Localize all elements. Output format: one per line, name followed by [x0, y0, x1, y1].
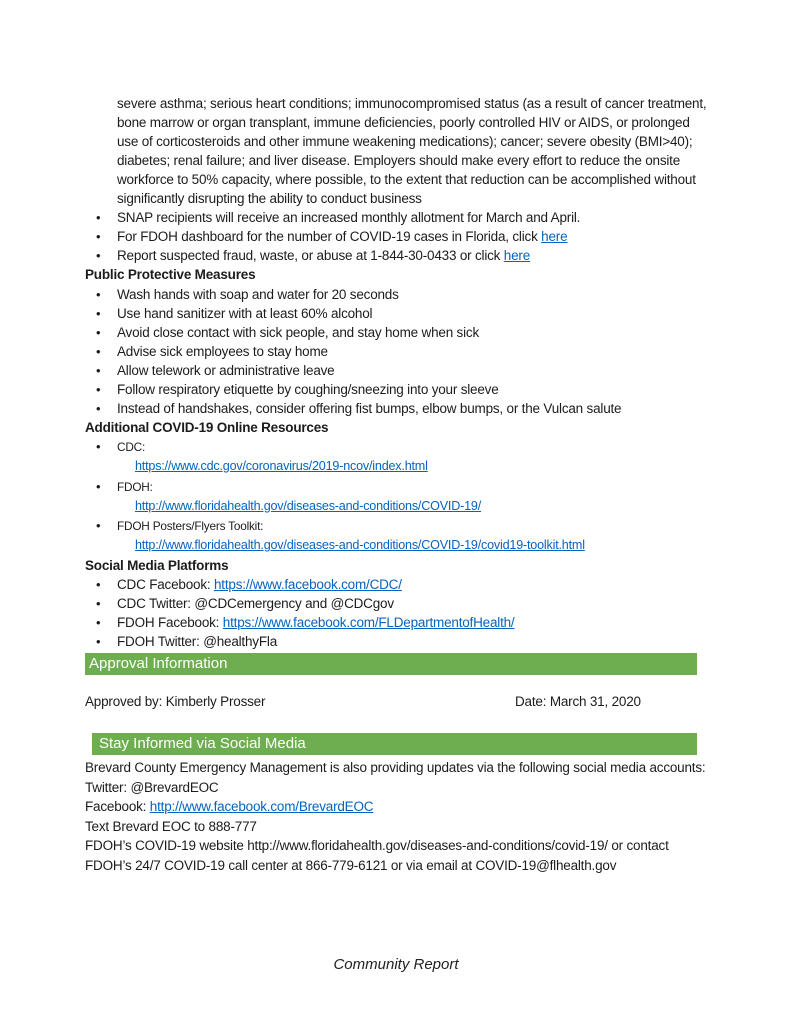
list-item: • Wash hands with soap and water for 20 seconds: [85, 285, 707, 304]
heading-additional-online-resources: Additional COVID-19 Online Resources: [85, 419, 329, 435]
resource-label: FDOH:: [117, 479, 153, 494]
bullet-text: For FDOH dashboard for the number of COVID-19 cases in Florida, click: [117, 229, 542, 244]
bullet-text: FDOH Twitter: @healthyFla: [117, 634, 277, 649]
facebook-label: Facebook:: [85, 799, 150, 814]
resources-bullet-list: [85, 437, 707, 556]
list-item: [85, 632, 707, 651]
approved-by-text: Approved by: Kimberly Prosser: [85, 694, 266, 709]
heading-social-media-platforms: Social Media Platforms: [85, 557, 229, 573]
list-item: • Instead of handshakes, consider offering fist bumps, elbow bumps, or the Vulcan salute: [85, 399, 707, 418]
bullet-text: Report suspected fraud, waste, or abuse at 1-844-30-0433 or click: [117, 248, 504, 263]
platforms-bullet-list: [85, 575, 707, 651]
list-item: • Advise sick employees to stay home: [85, 342, 707, 361]
brevard-eoc-facebook-link[interactable]: http://www.facebook.com/BrevardEOC: [149, 799, 374, 814]
list-item: [85, 516, 707, 556]
brevard-twitter-text: Twitter: @BrevardEOC: [85, 779, 219, 795]
text-brevard-eoc-line: Text Brevard EOC to 888-777: [85, 818, 257, 834]
fraud-report-here-link[interactable]: here: [503, 248, 531, 263]
approval-information-bar: Approval Information: [85, 653, 697, 675]
resource-label: FDOH Posters/Flyers Toolkit:: [117, 519, 264, 533]
document-content: [85, 94, 707, 875]
info-bullet-list: [85, 208, 707, 265]
approval-row: [85, 692, 707, 712]
list-item: [85, 437, 707, 477]
list-item: • Avoid close contact with sick people, and stay home when sick: [85, 323, 707, 342]
fdoh-contact-info: FDOH’s COVID-19 website http://www.floridahealth.gov/diseases-and-conditions/covid-19/ or contact FDOH’s 24/7 COVID-19 call center at 866-779-6121 or via email at COVID-19@flhealth.gov: [85, 838, 669, 873]
resource-url-line: [135, 457, 707, 477]
fdoh-facebook-link[interactable]: https://www.facebook.com/FLDepartmentofHealth/: [222, 615, 515, 630]
heading-public-protective-measures: Public Protective Measures: [85, 267, 256, 282]
cdc-coronavirus-url-link[interactable]: https://www.cdc.gov/coronavirus/2019-ncov/index.html: [135, 459, 428, 473]
brevard-facebook-line: [85, 797, 707, 817]
approval-date-text: Date: March 31, 2020: [515, 694, 641, 709]
bullet-text: CDC Facebook:: [117, 577, 214, 592]
bullet-text: FDOH Facebook:: [117, 615, 223, 630]
list-item: [85, 208, 707, 227]
stay-informed-intro: Brevard County Emergency Management is also providing updates via the following social media accounts:: [85, 760, 706, 775]
list-item: [85, 575, 707, 594]
fdoh-toolkit-url-link[interactable]: http://www.floridahealth.gov/diseases-and-conditions/COVID-19/covid19-toolkit.html: [135, 538, 585, 552]
continuation-paragraph: severe asthma; serious heart conditions; immunocompromised status (as a result of cancer treatment, bone marrow or organ transplant, immune deficiencies, poorly controlled HIV or AIDS, or prolonged use of corticosteroids and other immune weakening medications); cancer; severe obesity (BMI>40); diabetes; renal failure; and liver disease. Employers should make every effort to reduce the onsite workforce to 50% capacity, where possible, to the extent that reduction can be accomplished without significantly disrupting the ability to conduct business: [117, 96, 707, 206]
list-item: [85, 477, 707, 517]
bullet-text: CDC Twitter: @CDCemergency and @CDCgov: [117, 596, 394, 611]
list-item: [85, 227, 707, 246]
bullet-text: SNAP recipients will receive an increased monthly allotment for March and April.: [117, 210, 581, 225]
stay-informed-section: [85, 758, 707, 875]
fdoh-dashboard-here-link[interactable]: here: [541, 229, 568, 244]
list-item: [85, 246, 707, 265]
stay-informed-bar: Stay Informed via Social Media: [92, 733, 697, 755]
list-item: • Follow respiratory etiquette by coughing/sneezing into your sleeve: [85, 380, 707, 399]
list-item: [85, 613, 707, 632]
resource-url-line: [135, 497, 707, 517]
list-item: • Allow telework or administrative leave: [85, 361, 707, 380]
fdoh-covid-url-link[interactable]: http://www.floridahealth.gov/diseases-and-conditions/COVID-19/: [135, 498, 482, 513]
resource-url-line: [135, 536, 707, 556]
resource-label: CDC:: [117, 440, 146, 454]
cdc-facebook-link[interactable]: https://www.facebook.com/CDC/: [214, 577, 402, 592]
measures-bullet-list: [85, 285, 707, 418]
footer-community-report: Community Report: [333, 956, 459, 973]
list-item: • Use hand sanitizer with at least 60% alcohol: [85, 304, 707, 323]
list-item: [85, 594, 707, 613]
